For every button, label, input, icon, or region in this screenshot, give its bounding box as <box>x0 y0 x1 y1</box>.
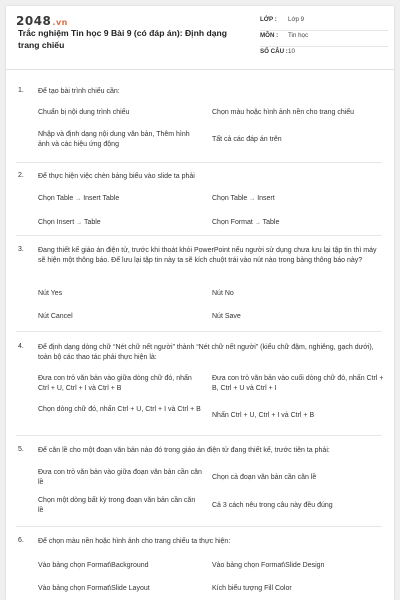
question-divider <box>16 235 382 236</box>
question-number: 6. <box>18 537 24 544</box>
meta-row-subject <box>260 32 388 47</box>
answer-option-b[interactable]: Chọn cả đoạn văn bản cần căn lề <box>212 474 317 481</box>
answer-option-d[interactable]: Tất cả các đáp án trên <box>212 136 282 143</box>
question-text: Đang thiết kế giáo án điện tử, trước khi thoát khỏi PowerPoint nếu người sử dụng chưa lưu lại tập tin thì máy sẽ hiện một thông báo. Để lưu lại tập tin này ta sẽ kích chuột trái vào nút nào trong bảng thông báo này? <box>38 247 377 264</box>
page-title: Trắc nghiệm Tin học 9 Bài 9 (có đáp án): Định dạng trang chiếu <box>18 28 227 50</box>
answer-option-a[interactable]: Chuẩn bị nội dung trình chiếu <box>38 109 130 116</box>
question-text: Để chọn màu nền hoặc hình ảnh cho trang chiếu ta thực hiện: <box>38 538 231 545</box>
answer-option-d[interactable]: Nhấn Ctrl + U, Ctrl + I và Ctrl + B <box>212 412 315 419</box>
answer-option-d[interactable]: Nút Save <box>212 313 241 320</box>
arrow-right-icon: → <box>75 196 82 202</box>
meta-value: Lớp 9 <box>288 16 305 23</box>
answer-option-a[interactable]: Nút Yes <box>38 290 63 297</box>
question-number: 2. <box>18 172 24 179</box>
option-part: Insert <box>257 195 275 202</box>
question-number: 3. <box>18 246 24 253</box>
answer-option-b[interactable]: Nút No <box>212 290 234 297</box>
question-text: Để định dạng dòng chữ “Nét chữ nết người” thành “Nét chữ nết người” (kiểu chữ đậm, nghiêng, gạch dưới), toàn bộ các thao tác phải thực hiện là: <box>38 344 374 361</box>
answer-option-c[interactable]: Vào bảng chọn Format\Slide Layout <box>38 585 150 592</box>
question-number: 5. <box>18 446 24 453</box>
logo-suffix: .vn <box>52 18 68 27</box>
option-part: Table <box>262 219 280 226</box>
answer-option-a[interactable]: Đưa con trỏ văn bản vào giữa dòng chữ đó, nhấn Ctrl + U, Ctrl + I và Ctrl + B <box>38 375 192 392</box>
answer-option-a[interactable] <box>38 194 202 205</box>
meta-row-class <box>260 16 388 31</box>
option-part: Table <box>83 219 101 226</box>
quiz-header <box>6 6 394 70</box>
option-part: Insert Table <box>83 195 120 202</box>
option-part: Chọn Format <box>212 219 253 226</box>
quiz-meta <box>260 16 388 64</box>
arrow-right-icon: → <box>249 196 256 202</box>
question-divider <box>16 331 382 332</box>
answer-option-c[interactable]: Chọn dòng chữ đó, nhấn Ctrl + U, Ctrl + I và Ctrl + B <box>38 406 201 413</box>
answer-option-c[interactable]: Chọn một dòng bất kỳ trong đoạn văn bản cần căn lề <box>38 497 196 514</box>
answer-option-d[interactable]: Cả 3 cách nêu trong câu này đều đúng <box>212 502 333 509</box>
quiz-page <box>6 6 394 600</box>
answer-option-d[interactable] <box>212 218 388 229</box>
logo-main: 2048 <box>16 14 52 28</box>
option-part: Chọn Table <box>212 195 248 202</box>
question-text: Để tạo bài trình chiếu cần: <box>38 88 120 95</box>
answer-option-a[interactable]: Đưa con trỏ văn bản vào giữa đoạn văn bản cần căn lề <box>38 469 202 486</box>
question-text: Để căn lề cho một đoạn văn bản nào đó trong giáo án điện tử đang thiết kế, trước tiên ta phải: <box>38 447 330 454</box>
question-number: 4. <box>18 343 24 350</box>
option-part: Chọn Table <box>38 195 74 202</box>
answer-option-d[interactable]: Kích biểu tượng Fill Color <box>212 585 292 592</box>
answer-option-c[interactable]: Nút Cancel <box>38 313 73 320</box>
meta-value: Tin học <box>288 32 309 39</box>
question-divider <box>16 526 382 527</box>
meta-key: LỚP : <box>260 16 277 23</box>
meta-key: SỐ CÂU : <box>260 48 288 55</box>
meta-key: MÔN : <box>260 32 279 39</box>
question-text: Để thực hiện việc chèn bảng biểu vào slide ta phải <box>38 173 195 180</box>
answer-option-a[interactable]: Vào bảng chọn Format\Background <box>38 562 149 569</box>
meta-row-count <box>260 48 388 63</box>
answer-option-b[interactable]: Chọn màu hoặc hình ảnh nền cho trang chiếu <box>212 109 355 116</box>
question-divider <box>16 435 382 436</box>
arrow-right-icon: → <box>76 220 83 226</box>
arrow-right-icon: → <box>254 220 261 226</box>
answer-option-c[interactable] <box>38 218 202 229</box>
option-part: Chọn Insert <box>38 219 75 226</box>
answer-option-b[interactable]: Vào bảng chọn Format\Slide Design <box>212 562 325 569</box>
site-logo[interactable] <box>16 14 68 28</box>
question-number: 1. <box>18 87 24 94</box>
answer-option-b[interactable] <box>212 194 388 205</box>
answer-option-b[interactable]: Đưa con trỏ văn bản vào cuối dòng chữ đó, nhấn Ctrl + B, Ctrl + U và Ctrl + I <box>212 375 384 392</box>
answer-option-c[interactable]: Nhập và định dạng nội dung văn bản, Thêm hình ảnh và các hiệu ứng động <box>38 131 190 148</box>
question-divider <box>16 162 382 163</box>
meta-value: 10 <box>288 48 295 55</box>
